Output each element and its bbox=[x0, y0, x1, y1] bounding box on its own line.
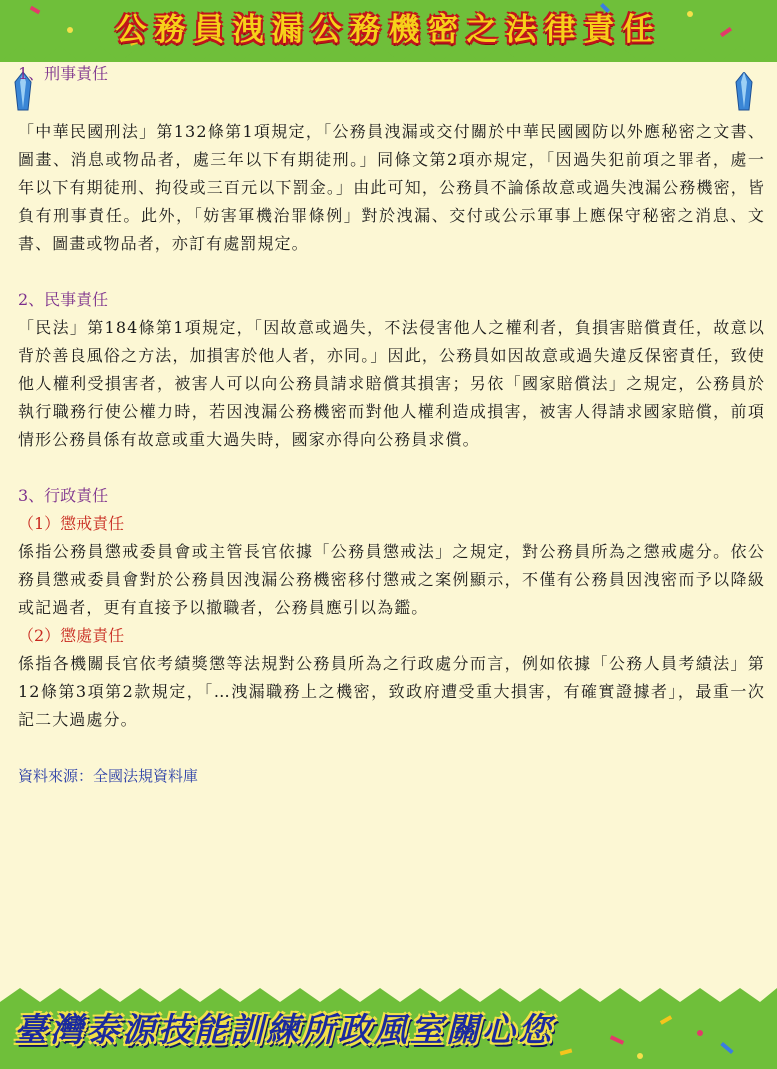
section-heading-administrative: 3、行政責任 bbox=[18, 486, 109, 505]
header-banner bbox=[0, 0, 777, 62]
footer-banner bbox=[0, 988, 777, 1069]
paragraph-civil: 「民法」第184條第1項規定，「因故意或過失，不法侵害他人之權利者，負損害賠償責任，故意以背於善良風俗之方法，加損害於他人者，亦同。」因此，公務員如因故意或過失違反保密責任，致使他人權利受損害者，被害人可以向公務員請求賠償其損害；另依「國家賠償法」之規定，公務員於執行職務行使公權力時，若因洩漏公務機密而對他人權利造成損害，被害人得請求國家賠償，前項情形公務員係有故意或重大過失時，國家亦得向公務員求償。 bbox=[18, 318, 765, 449]
section-heading-civil: 2、民事責任 bbox=[18, 290, 109, 309]
subsection-heading-punishment: （2）懲處責任 bbox=[18, 626, 125, 645]
paragraph-punishment: 係指各機關長官依考績獎懲等法規對公務員所為之行政處分而言，例如依據「公務人員考績法」第12條第3項第2款規定，「…洩漏職務上之機密，致政府遭受重大損害，有確實證據者」，最重一次記二大過處分。 bbox=[18, 654, 765, 729]
paragraph-disciplinary: 係指公務員懲戒委員會或主管長官依據「公務員懲戒法」之規定，對公務員所為之懲戒處分。依公務員懲戒委員會對於公務員因洩漏公務機密移付懲戒之案例顯示，不僅有公務員因洩密而予以降級或記過者，更有直接予以撤職者，公務員應引以為鑑。 bbox=[18, 542, 765, 617]
page-title: 公務員洩漏公務機密之法律責任 bbox=[115, 12, 662, 48]
footer-slogan: 臺灣泰源技能訓練所政風室關心您 bbox=[14, 1010, 554, 1049]
source-note: 資料來源：全國法規資料庫 bbox=[18, 767, 199, 785]
paragraph-criminal: 「中華民國刑法」第132條第1項規定，「公務員洩漏或交付關於中華民國國防以外應秘密之文書、圖畫、消息或物品者，處三年以下有期徒刑。」同條文第2項亦規定，「因過失犯前項之罪者，處一年以下有期徒刑、拘役或三百元以下罰金。」由此可知，公務員不論係故意或過失洩漏公務機密，皆負有刑事責任。此外，「妨害軍機治罪條例」對於洩漏、交付或公示軍事上應保守秘密之消息、文書、圖畫或物品者，亦訂有處罰規定。 bbox=[18, 122, 765, 253]
section-heading-criminal: 1、刑事責任 bbox=[18, 64, 109, 83]
main-content bbox=[18, 60, 765, 790]
subsection-heading-disciplinary: （1）懲戒責任 bbox=[18, 514, 125, 533]
